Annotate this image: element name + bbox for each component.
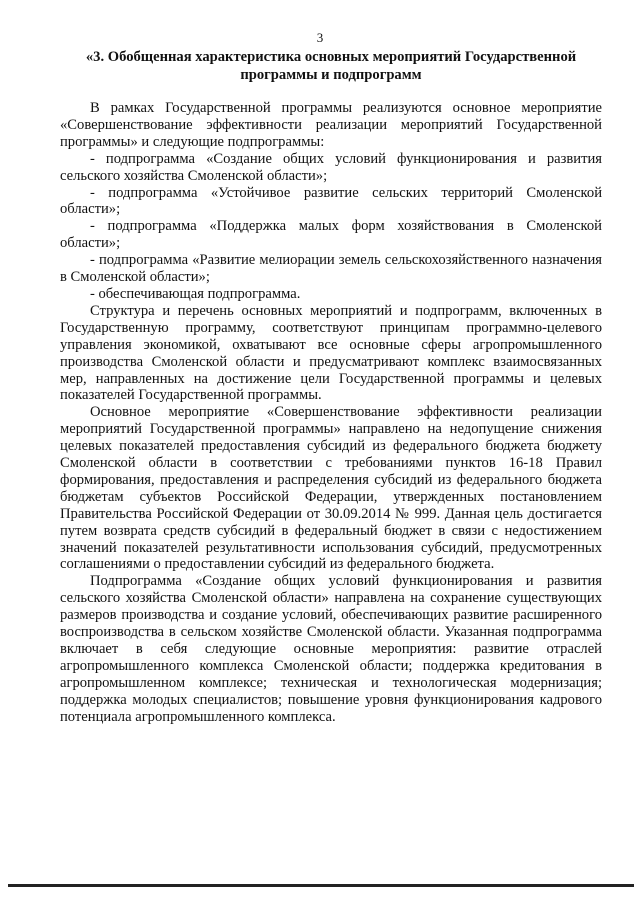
section-heading: «3. Обобщенная характеристика основных мероприятий Государственной программы и подпрограмм (85, 49, 577, 83)
list-item-subprogram-rural: - подпрограмма «Устойчивое развитие сельских территорий Смоленской области»; (60, 184, 602, 218)
subprogram-description-paragraph: Подпрограмма «Создание общих условий функционирования и развития сельского хозяйства Смоленской области» направлена на сохранение существующих размеров производства и создание условий, обеспечивающих развитие расширенного воспроизводства в сельском хозяйстве Смоленской области. Указанная подпрограмма включает в себя следующие основные мероприятия: развитие отраслей агропромышленного комплекса Смоленской области; поддержка кредитования в агропромышленном комплексе; техническая и технологическая модернизация; поддержка молодых специалистов; повышение уровня функционирования кадрового потенциала агропромышленного комплекса. (60, 573, 602, 725)
intro-paragraph: В рамках Государственной программы реализуются основное мероприятие «Совершенствование эффективности реализации мероприятий Государственной программы» и следующие подпрограммы: (60, 100, 602, 150)
page-number: 3 (316, 30, 324, 45)
document-body (60, 100, 602, 726)
list-item-supporting-subprogram: - обеспечивающая подпрограмма. (90, 285, 301, 302)
main-measure-paragraph: Основное мероприятие «Совершенствование эффективности реализации мероприятий Государственной программы» направлено на недопущение снижения целевых показателей предоставления субсидий из федерального бюджета бюджету Смоленской области в соответствии с требованиями пунктов 16-18 Правил формирования, предоставления и распределения субсидий из федерального бюджета бюджетам субъектов Российской Федерации, утвержденных постановлением Правительства Российской Федерации от 30.09.2014 № 999. Данная цель достигается путем возврата средств субсидий в федеральный бюджет в связи с недостижением значений показателей результативности использования субсидий, предусмотренных соглашениями о предоставлении субсидий из федерального бюджета. (60, 404, 602, 573)
list-item-subprogram-small-farms: - подпрограмма «Поддержка малых форм хозяйствования в Смоленской области»; (60, 218, 602, 252)
list-item-subprogram-agriculture: - подпрограмма «Создание общих условий функционирования и развития сельского хозяйства Смоленской области»; (60, 150, 602, 184)
structure-paragraph: Структура и перечень основных мероприятий и подпрограмм, включенных в Государственную программу, соответствуют принципам программно-целевого управления экономикой, охватывают все основные сферы агропромышленного производства Смоленской области и предусматривают комплекс взаимосвязанных мер, направленных на достижение цели Государственной программы и целевых показателей Государственной программы. (60, 302, 602, 404)
footer-divider (8, 884, 634, 887)
list-item-subprogram-melioration: - подпрограмма «Развитие мелиорации земель сельскохозяйственного назначения в Смоленской области»; (60, 252, 602, 286)
